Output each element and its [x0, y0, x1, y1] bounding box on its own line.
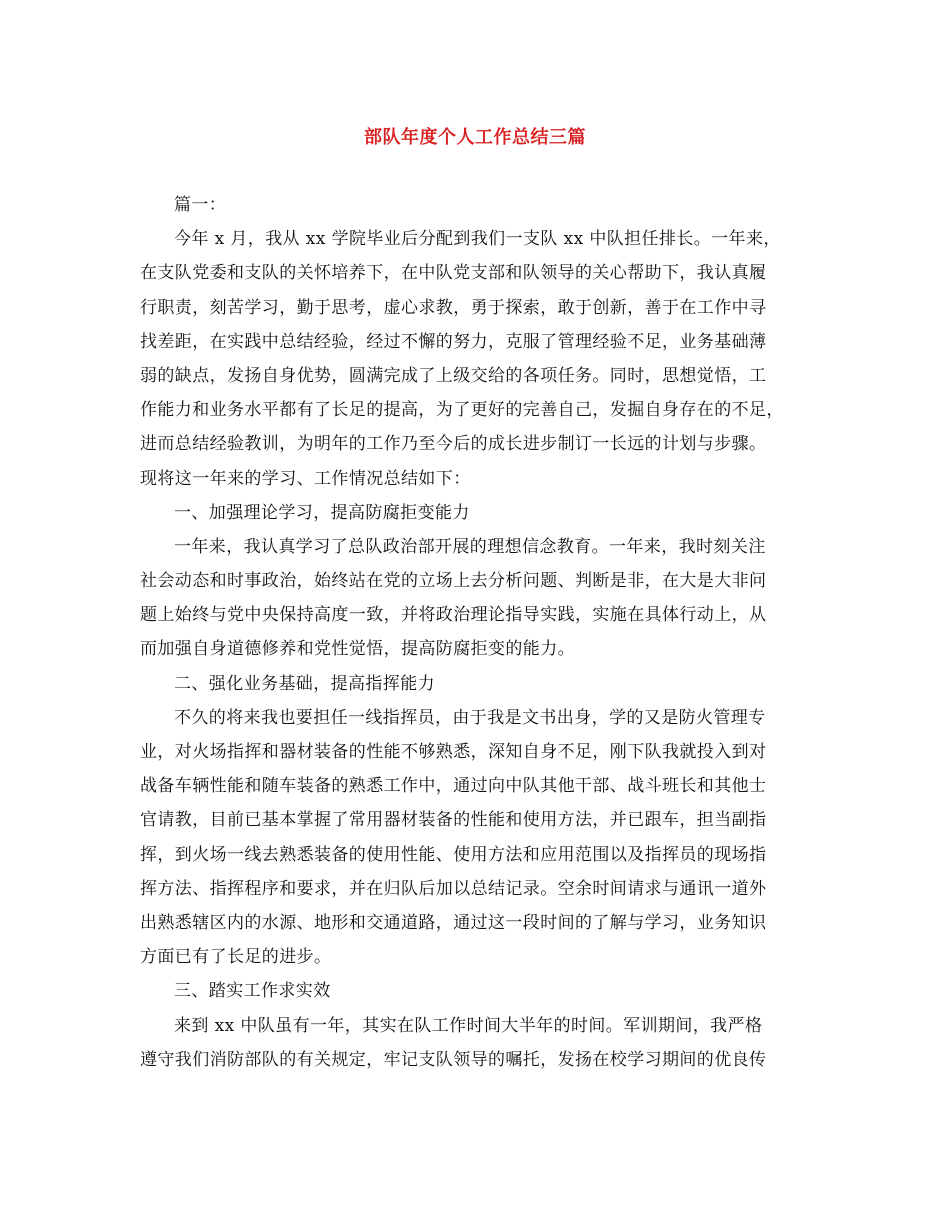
text-line: 题上始终与党中央保持高度一致，并将政治理论指导实践，实施在具体行动上，从 — [140, 605, 767, 626]
text-line: 官请教，目前已基本掌握了常用器材装备的性能和使用方法，并已跟车，担当副指 — [140, 810, 767, 831]
text-line: 二、强化业务基础，提高指挥能力 — [174, 673, 435, 694]
text-line: 在支队党委和支队的关怀培养下，在中队党支部和队领导的关心帮助下，我认真履 — [140, 263, 767, 284]
text-line: 作能力和业务水平都有了长足的提高，为了更好的完善自己，发掘自身存在的不足， — [140, 400, 784, 421]
text-line: 战备车辆性能和随车装备的熟悉工作中，通过向中队其他干部、战斗班长和其他士 — [140, 776, 767, 797]
text-line: 社会动态和时事政治，始终站在党的立场上去分析问题、判断是非，在大是大非问 — [140, 571, 767, 592]
text-line: 篇一： — [174, 195, 227, 215]
text-line: 来到 xx 中队虽有一年，其实在队工作时间大半年的时间。军训期间，我严格 — [174, 1015, 763, 1036]
text-line: 现将这一年来的学习、工作情况总结如下： — [140, 468, 471, 489]
text-line: 找差距，在实践中总结经验，经过不懈的努力，克服了管理经验不足，业务基础薄 — [140, 331, 767, 352]
text-line: 不久的将来我也要担任一线指挥员，由于我是文书出身，学的又是防火管理专 — [174, 707, 766, 728]
text-line: 弱的缺点，发扬自身优势，圆满完成了上级交给的各项任务。同时，思想觉悟，工 — [140, 365, 767, 386]
text-line: 三、踏实工作求实效 — [174, 981, 331, 1002]
text-line: 进而总结经验教训，为明年的工作乃至今后的成长进步制订一长远的计划与步骤。 — [140, 434, 767, 455]
text-line: 业，对火场指挥和器材装备的性能不够熟悉，深知自身不足，刚下队我就投入到对 — [140, 742, 767, 762]
text-line: 今年 x 月，我从 xx 学院毕业后分配到我们一支队 xx 中队担任排长。一年来， — [174, 229, 781, 250]
text-line: 遵守我们消防部队的有关规定，牢记支队领导的嘱托，发扬在校学习期间的优良传 — [140, 1049, 767, 1070]
text-line: 挥方法、指挥程序和要求，并在归队后加以总结记录。空余时间请求与通讯一道外 — [140, 878, 767, 899]
text-line: 而加强自身道德修养和党性觉悟，提高防腐拒变的能力。 — [140, 639, 575, 660]
text-line: 挥，到火场一线去熟悉装备的使用性能、使用方法和应用范围以及指挥员的现场指 — [140, 844, 767, 865]
text-line: 一年来，我认真学习了总队政治部开展的理想信念教育。一年来，我时刻关注 — [174, 536, 766, 557]
text-line: 一、加强理论学习，提高防腐拒变能力 — [174, 502, 470, 523]
text-line: 出熟悉辖区内的水源、地形和交通道路，通过这一段时间的了解与学习，业务知识 — [140, 912, 767, 933]
text-line: 行职责，刻苦学习，勤于思考，虚心求教，勇于探索，敢于创新，善于在工作中寻 — [140, 297, 767, 318]
document-title: 部队年度个人工作总结三篇 — [364, 127, 586, 148]
document-body — [140, 188, 816, 1077]
text-line: 方面已有了长足的进步。 — [140, 947, 332, 968]
